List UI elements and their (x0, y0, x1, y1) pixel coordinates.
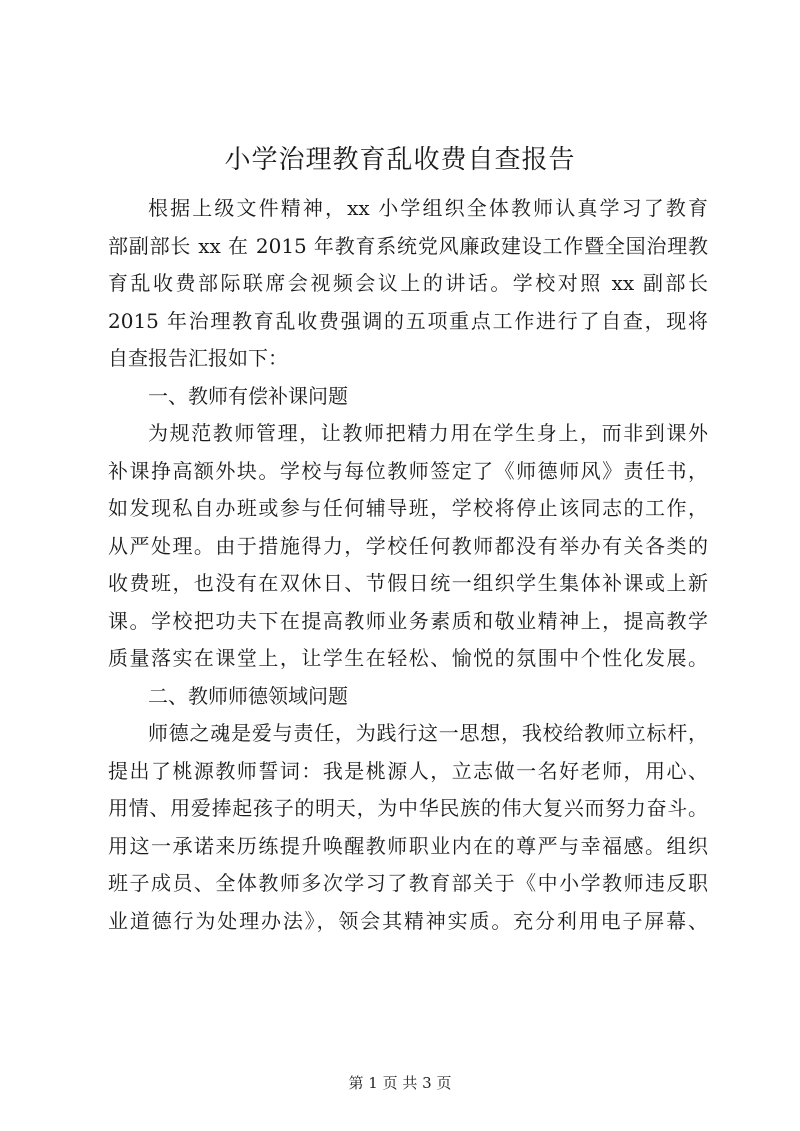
text-line: 部副部长 xx 在 2015 年教育系统党风廉政建设工作暨全国治理教 (108, 233, 708, 258)
text-line: 育乱收费部际联席会视频会议上的讲话。学校对照 xx 副部长 (108, 271, 708, 295)
section-heading: 一、教师有偿补课问题 (148, 383, 348, 408)
text-line: 师德之魂是爱与责任，为践行这一思想，我校给教师立标杆， (148, 721, 708, 745)
text-line: 为规范教师管理，让教师把精力用在学生身上，而非到课外 (148, 421, 708, 445)
text-line: 质量落实在课堂上，让学生在轻松、愉悦的氛围中个性化发展。 (108, 646, 708, 670)
text-line: 提出了桃源教师誓词：我是桃源人，立志做一名好老师，用心、 (108, 758, 708, 783)
page-number-footer: 第 1 页 共 3 页 (348, 1074, 452, 1092)
text-line: 班子成员、全体教师多次学习了教育部关于《中小学教师违反职 (108, 871, 708, 895)
text-line: 根据上级文件精神，xx 小学组织全体教师认真学习了教育 (148, 196, 708, 220)
document-body (108, 190, 708, 940)
text-line: 补课挣高额外块。学校与每位教师签定了《师德师风》责任书， (108, 458, 708, 483)
text-line: 2015 年治理教育乱收费强调的五项重点工作进行了自查，现将 (108, 308, 708, 333)
text-line: 业道德行为处理办法》，领会其精神实质。充分利用电子屏幕、 (108, 908, 708, 933)
text-line: 用情、用爱捧起孩子的明天，为中华民族的伟大复兴而努力奋斗。 (108, 796, 708, 820)
text-line: 课。学校把功夫下在提高教师业务素质和敬业精神上，提高教学 (108, 608, 708, 633)
text-line: 如发现私自办班或参与任何辅导班，学校将停止该同志的工作， (108, 496, 708, 520)
text-line: 收费班，也没有在双休日、节假日统一组织学生集体补课或上新 (108, 571, 708, 595)
section-heading: 二、教师师德领域问题 (148, 683, 348, 708)
document-title: 小学治理教育乱收费自查报告 (224, 145, 576, 175)
text-line: 从严处理。由于措施得力，学校任何教师都没有举办有关各类的 (108, 533, 708, 558)
text-line: 自查报告汇报如下： (108, 346, 288, 370)
text-line: 用这一承诺来历练提升唤醒教师职业内在的尊严与幸福感。组织 (108, 833, 708, 858)
